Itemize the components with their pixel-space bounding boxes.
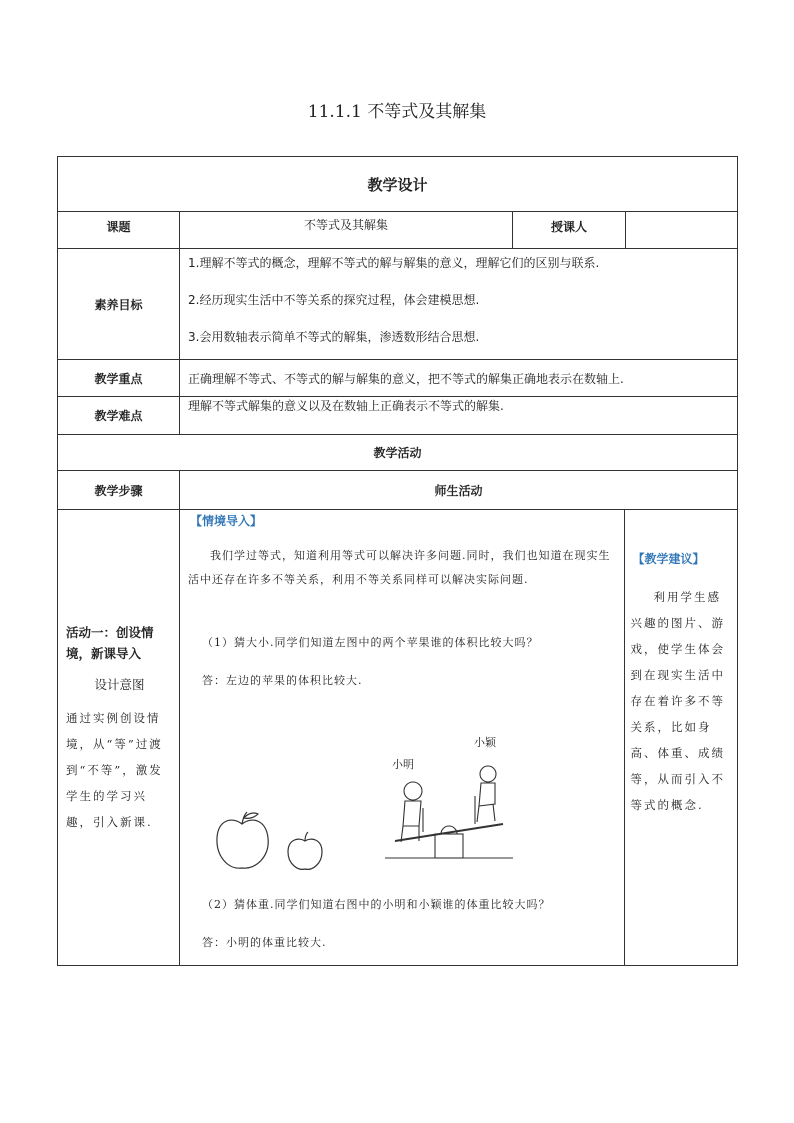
teacher-label: 授课人 — [513, 212, 626, 249]
boy-body — [403, 801, 421, 826]
topic-label: 课题 — [58, 212, 180, 249]
activity1-title: 活动一：创设情境，新课导入 — [66, 625, 154, 661]
table-header: 教学设计 — [58, 157, 738, 212]
answer-2: 答：小明的体重比较大. — [202, 936, 327, 949]
activity1-step-cell — [58, 510, 180, 966]
teaching-suggestion-cell — [624, 510, 737, 965]
seesaw-illustration — [383, 746, 518, 864]
activity1-inner-table — [180, 510, 737, 965]
difficulties-label: 教学难点 — [58, 397, 180, 435]
intro-paragraph: 我们学过等式，知道利用等式可以解决许多问题.同时，我们也知道在现实生活中还存在许多不等关系，利用不等关系同样可以解决实际问题. — [188, 549, 611, 586]
context-intro-tag: 【情境导入】 — [190, 514, 263, 528]
girl-body — [479, 783, 495, 806]
question-2: （2）猜体重.同学们知道右图中的小明和小颖谁的体重比较大吗？ — [202, 898, 551, 911]
activity1-main — [180, 510, 624, 965]
big-apple — [217, 812, 268, 868]
suggestion-tag: 【教学建议】 — [632, 552, 705, 566]
document-title: 11.1.1 不等式及其解集 — [307, 102, 487, 122]
key-points-label: 教学重点 — [58, 360, 180, 397]
activity1-content-cell — [180, 510, 738, 966]
apples-illustration — [214, 810, 326, 872]
difficulties-value: 理解不等式解集的意义以及在数轴上正确表示不等式的解集. — [180, 397, 738, 435]
goals-cell — [180, 249, 738, 360]
goal-item: 2.经历现实生活中不等关系的探究过程，体会建模思想. — [188, 293, 480, 307]
small-apple — [288, 832, 322, 869]
lesson-plan-table — [57, 156, 738, 966]
activities-header: 教学活动 — [58, 435, 738, 471]
name-label-left: 小明 — [392, 758, 414, 771]
suggestion-text: 利用学生感兴趣的图片、游戏，使学生体会到在现实生活中存在着许多不等关系，比如身高、体重、成绩等，从而引入不等式的概念. — [630, 590, 725, 812]
name-label-right: 小颖 — [474, 736, 496, 749]
answer-1: 答：左边的苹果的体积比较大. — [202, 674, 363, 687]
activity-label: 师生活动 — [180, 471, 738, 510]
teacher-value — [626, 212, 738, 249]
design-intent-text: 通过实例创设情境，从“等”过渡到“不等”，激发学生的学习兴趣，引入新课. — [66, 711, 163, 829]
design-intent-label: 设计意图 — [94, 677, 145, 692]
goal-item: 3.会用数轴表示简单不等式的解集，渗透数形结合思想. — [188, 330, 480, 344]
key-points-value: 正确理解不等式、不等式的解与解集的意义，把不等式的解集正确地表示在数轴上. — [180, 360, 738, 397]
question-1: （1）猜大小.同学们知道左图中的两个苹果谁的体积比较大吗？ — [202, 636, 539, 649]
boy-head — [404, 782, 422, 800]
goals-label: 素养目标 — [58, 249, 180, 360]
goal-item: 1.理解不等式的概念，理解不等式的解与解集的意义，理解它们的区别与联系. — [188, 256, 600, 270]
girl-head — [480, 766, 496, 782]
topic-value: 不等式及其解集 — [180, 212, 513, 249]
steps-label: 教学步骤 — [58, 471, 180, 510]
